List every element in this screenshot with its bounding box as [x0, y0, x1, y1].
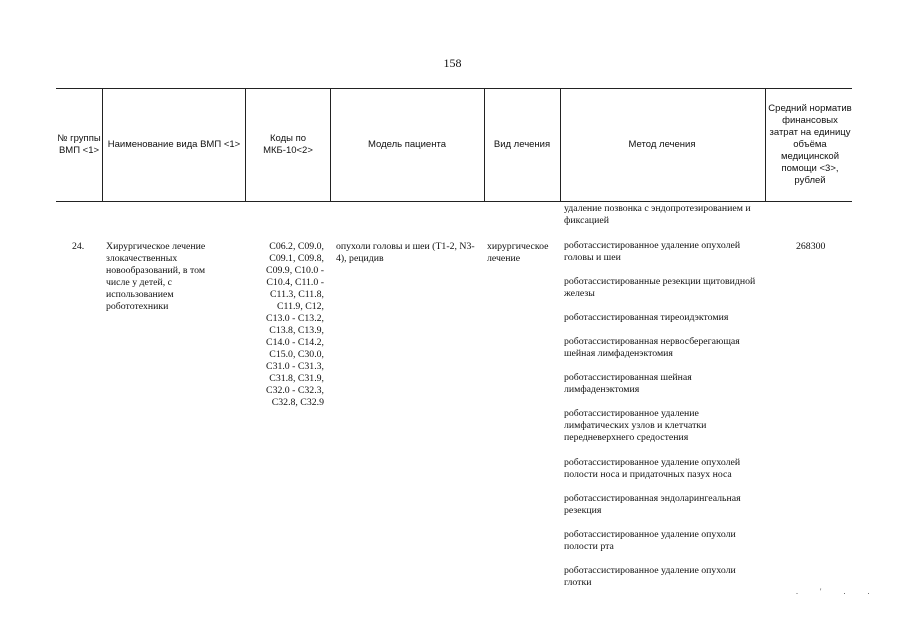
- treatment-type: хирургическое лечение: [487, 241, 549, 264]
- method-item: роботассистированные резекции щитовидной железы: [564, 276, 756, 299]
- vmp-name: Хирургическое лечение злокачественных новообразований, в том числе у детей, с использованием робототехники: [106, 241, 206, 312]
- method-item: роботассистированная эндоларингеальная резекция: [564, 493, 741, 516]
- header-vmp-name: Наименование вида ВМП <1>: [107, 138, 241, 150]
- icd-codes: C06.2, C09.0, C09.1, C09.8, C09.9, C10.0 - C10.4, C11.0 - C11.3, C11.8, C11.9, C12, C13.0 - C13.2, C13.8, C13.9, C14.0 - C14.2, C15.0, C30.0, C31.0 - C31.3, C31.8, C31.9, C32.0 - C32.3, C32.8, C32.9: [266, 241, 324, 408]
- header-treatment-method: Метод лечения: [628, 138, 696, 150]
- method-item: роботассистированное удаление опухоли полости рта: [564, 529, 736, 552]
- group-number: 24.: [72, 241, 85, 252]
- column-divider: [765, 88, 766, 201]
- method-item: роботассистированная нервосберегающая шейная лимфаденэктомия: [564, 336, 740, 359]
- page-number: 158: [443, 56, 462, 70]
- patient-model: опухоли головы и шеи (T1-2, N3-4), рецидив: [336, 241, 475, 264]
- method-item: роботассистированное удаление опухолей полости носа и придаточных пазух носа: [564, 457, 741, 480]
- method-item: роботассистированное удаление опухолей головы и шеи: [564, 240, 741, 263]
- method-item: роботассистированное удаление опухоли глотки: [564, 565, 736, 588]
- header-icd-codes: Коды по МКБ-10<2>: [263, 132, 313, 156]
- header-cost: Средний норматив финансовых затрат на единицу объёма медицинской помощи <3>, рублей: [768, 102, 852, 186]
- method-item: роботассистированная шейная лимфаденэктомия: [564, 372, 692, 395]
- header-group-number: № группы ВМП <1>: [57, 132, 101, 156]
- header-patient-model: Модель пациента: [368, 138, 446, 150]
- column-divider: [102, 88, 103, 201]
- column-divider: [560, 88, 561, 201]
- method-item: роботассистированная тиреоидэктомия: [564, 312, 729, 323]
- scan-marks: . ' . .: [796, 587, 880, 596]
- cost-value: 268300: [796, 241, 826, 252]
- header-treatment-type: Вид лечения: [493, 138, 551, 150]
- column-divider: [330, 88, 331, 201]
- header-bottom-rule: [56, 201, 852, 202]
- method-item: роботассистированное удаление лимфатических узлов и клетчатки передневерхнего средостения: [564, 408, 707, 443]
- column-divider: [245, 88, 246, 201]
- column-divider: [484, 88, 485, 201]
- continued-method: удаление позвонка с эндопротезированием и фиксацией: [564, 203, 751, 226]
